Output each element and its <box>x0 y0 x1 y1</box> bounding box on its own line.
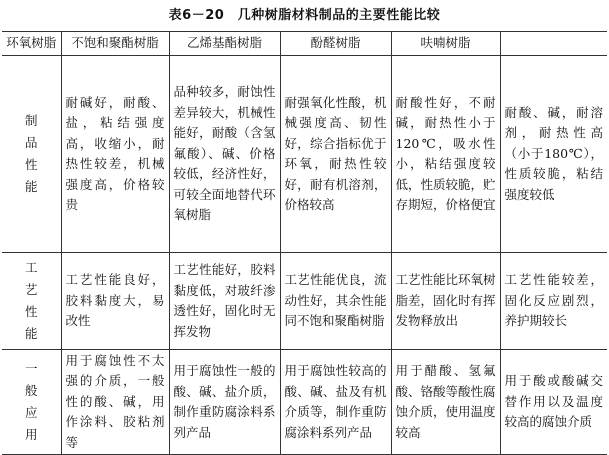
row-label: 工艺性能 <box>24 260 38 341</box>
table-cell: 用于腐蚀性一般的酸、碱、盐介质，制作重防腐涂料系列产品 <box>169 350 280 455</box>
table-cell: 品种较多，耐蚀性差异较大，机械性能好，耐酸（含氢氟酸）、碱、价格较低，经济性好，可较全面地替代环氧树脂 <box>169 56 280 253</box>
table-row <box>2 56 607 253</box>
table-cell: 工艺性能良好，胶料黏度大，易改性 <box>61 253 169 350</box>
table-cell: 用于腐蚀性较高的酸、碱、盐及有机介质等，制作重防腐涂料系列产品 <box>280 350 391 455</box>
table-cell: 耐酸、碱，耐溶剂，耐热性高（小于180℃），性质较脆，粘结强度较低 <box>500 56 607 253</box>
column-header: 不饱和聚酯树脂 <box>61 32 169 56</box>
table-cell: 耐碱好，耐酸、盐，粘结强度高，收缩小，耐热性较差，机械强度高，价格较贵 <box>61 56 169 253</box>
comparison-table <box>2 31 607 455</box>
table-cell: 用于酸或酸碱交替作用以及温度较高的腐蚀介质 <box>500 350 607 455</box>
column-header: 环氧树脂 <box>2 32 61 56</box>
table-cell: 工艺性能优良，流动性好，其余性能同不饱和聚酯树脂 <box>280 253 391 350</box>
table-title: 表6－20 几种树脂材料制品的主要性能比较 <box>168 8 441 23</box>
table-cell: 耐强氧化性酸，机械强度高、韧性好，综合指标优于环氧，耐热性较好，耐有机溶剂，价格较高 <box>280 56 391 253</box>
table-cell: 用于醋酸、氢氟酸、铬酸等酸性腐蚀介质，使用温度较高 <box>391 350 500 455</box>
table-row <box>2 350 607 455</box>
row-label: 制品性能 <box>24 113 38 194</box>
header-row <box>2 32 607 56</box>
table-cell: 工艺性能比环氧树脂差，固化时有挥发物释放出 <box>391 253 500 350</box>
table-cell: 工艺性能较差，固化反应剧烈，养护期较长 <box>500 253 607 350</box>
table-cell: 用于腐蚀性不太强的介质，一般性的酸、碱，用作涂料、胶粘剂等 <box>61 350 169 455</box>
row-label-cell <box>2 350 61 455</box>
column-header: 乙烯基酯树脂 <box>169 32 280 56</box>
column-header <box>500 32 607 56</box>
table-cell: 耐酸性好，不耐碱，耐热性小于120℃，吸水性小，粘结强度较低，性质较脆，贮存期短，价格便宜 <box>391 56 500 253</box>
table-row <box>2 253 607 350</box>
row-label-cell <box>2 56 61 253</box>
row-label-cell <box>2 253 61 350</box>
table-cell: 工艺性能好，胶料黏度低，对玻纤渗透性好，固化时无挥发物 <box>169 253 280 350</box>
column-header: 呋喃树脂 <box>391 32 500 56</box>
column-header: 酚醛树脂 <box>280 32 391 56</box>
row-label: 一般应用 <box>24 361 38 442</box>
